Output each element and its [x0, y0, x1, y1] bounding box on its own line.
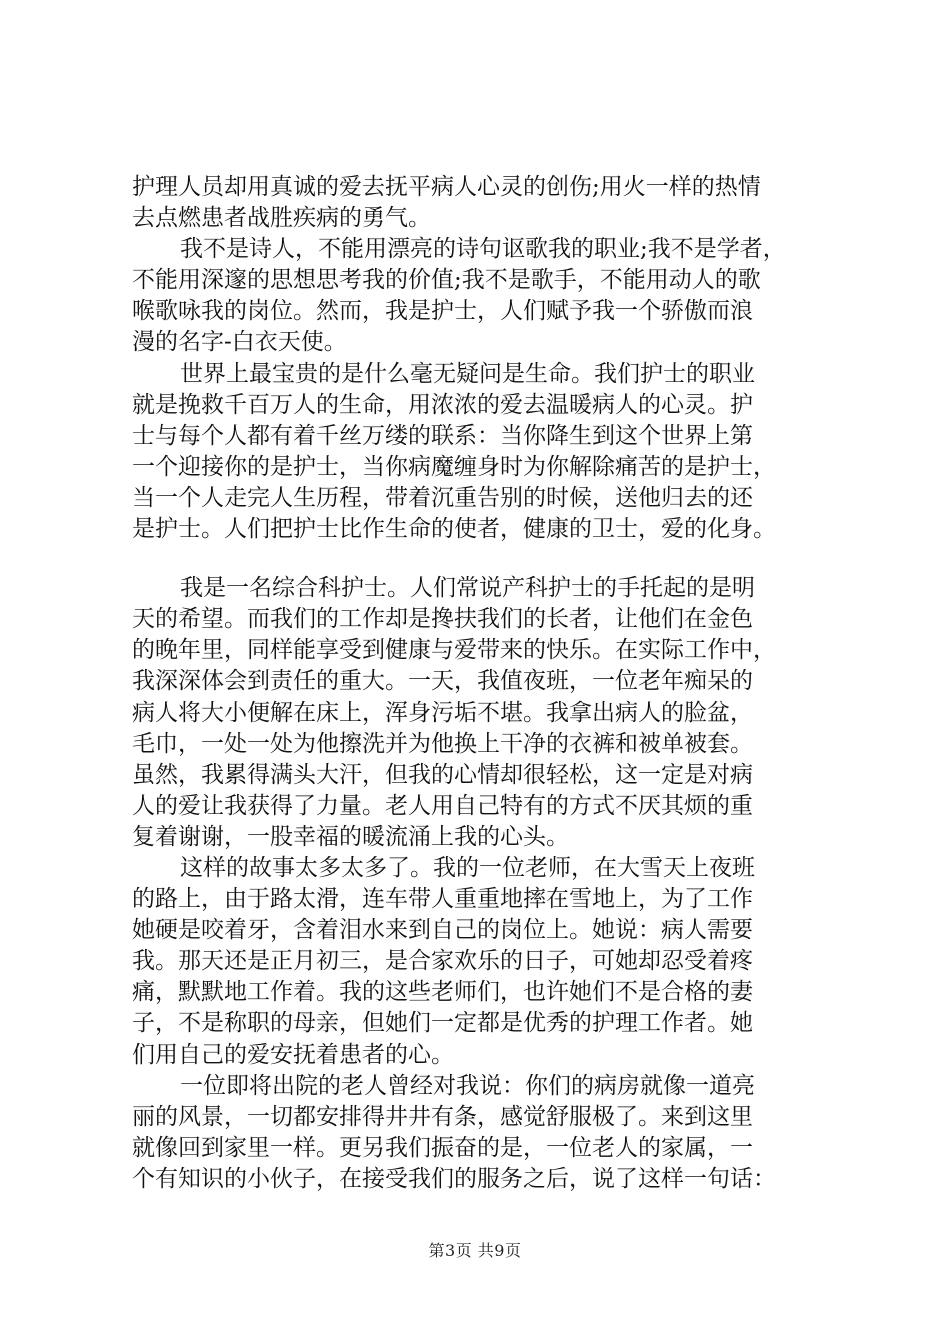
text-line: 漫的名字-白衣天使。 [132, 329, 347, 356]
text-line: 喉歌咏我的岗位。然而，我是护士，人们赋予我一个骄傲而浪 [132, 298, 753, 325]
text-line: 当一个人走完人生历程，带着沉重告别的时候，送他归去的还 [132, 484, 753, 511]
paragraph-5 [132, 853, 852, 1071]
text-line: 人的爱让我获得了力量。老人用自己特有的方式不厌其烦的重 [132, 792, 753, 819]
text-line: 世界上最宝贵的是什么毫无疑问是生命。我们护士的职业 [180, 360, 755, 387]
text-line: 不能用深邃的思想思考我的价值;我不是歌手，不能用动人的歌 [132, 267, 761, 294]
text-line: 的路上，由于路太滑，连车带人重重地摔在雪地上，为了工作 [132, 886, 753, 913]
text-line: 丽的风景，一切都安排得井井有条，感觉舒服极了。来到这里 [132, 1103, 753, 1130]
text-line: 个有知识的小伙子，在接受我们的服务之后，说了这样一句话： [132, 1165, 776, 1192]
text-line: 天的希望。而我们的工作却是搀扶我们的长者，让他们在金色 [132, 606, 753, 633]
text-line: 我是一名综合科护士。人们常说产科护士的手托起的是明 [180, 575, 755, 602]
text-line: 是护士。人们把护士比作生命的使者，健康的卫士，爱的化身。 [132, 516, 776, 543]
page-number-footer: 第3页 共9页 [428, 1241, 522, 1260]
text-line: 病人将大小便解在床上，浑身污垢不堪。我拿出病人的脸盆， [132, 699, 753, 726]
text-line: 毛巾，一处一处为他擦洗并为他换上干净的衣裤和被单被套。 [132, 730, 753, 757]
text-line: 们用自己的爱安抚着患者的心。 [132, 1041, 454, 1068]
text-line: 一个迎接你的是护士，当你病魔缠身时为你解除痛苦的是护士， [132, 453, 776, 480]
text-line: 一位即将出院的老人曾经对我说：你们的病房就像一道亮 [180, 1072, 755, 1099]
text-line: 士与每个人都有着千丝万缕的联系：当你降生到这个世界上第 [132, 422, 753, 449]
text-line: 这样的故事太多太多了。我的一位老师，在大雪天上夜班 [180, 854, 755, 881]
text-line: 子，不是称职的母亲，但她们一定都是优秀的护理工作者。她 [132, 1010, 753, 1037]
text-line: 就是挽救千百万人的生命，用浓浓的爱去温暖病人的心灵。护 [132, 391, 753, 418]
text-line: 就像回到家里一样。更另我们振奋的是，一位老人的家属，一 [132, 1134, 753, 1161]
text-line: 我深深体会到责任的重大。一天，我值夜班，一位老年痴呆的 [132, 668, 753, 695]
text-line: 痛，默默地工作着。我的这些老师们，也许她们不是合格的妻 [132, 979, 753, 1006]
paragraph-4 [132, 573, 852, 853]
document-body [132, 172, 852, 1195]
text-line: 我。那天还是正月初三，是合家欢乐的日子，可她却忍受着疼 [132, 948, 753, 975]
text-line: 复着谢谢，一股幸福的暖流涌上我的心头。 [132, 823, 569, 850]
text-line: 虽然，我累得满头大汗，但我的心情却很轻松，这一定是对病 [132, 761, 753, 788]
text-line: 她硬是咬着牙，含着泪水来到自己的岗位上。她说：病人需要 [132, 917, 753, 944]
text-line: 的晚年里，同样能享受到健康与爱带来的快乐。在实际工作中， [132, 637, 776, 664]
text-line: 护理人员却用真诚的爱去抚平病人心灵的创伤;用火一样的热情 [132, 174, 761, 200]
paragraph-1 [132, 172, 852, 234]
paragraph-6 [132, 1071, 852, 1195]
text-line: 去点燃患者战胜疾病的勇气。 [132, 205, 431, 232]
paragraph-2 [132, 234, 852, 358]
paragraph-3 [132, 359, 852, 546]
text-line: 我不是诗人，不能用漂亮的诗句讴歌我的职业;我不是学者， [180, 236, 786, 263]
paragraph-spacer [132, 545, 852, 573]
